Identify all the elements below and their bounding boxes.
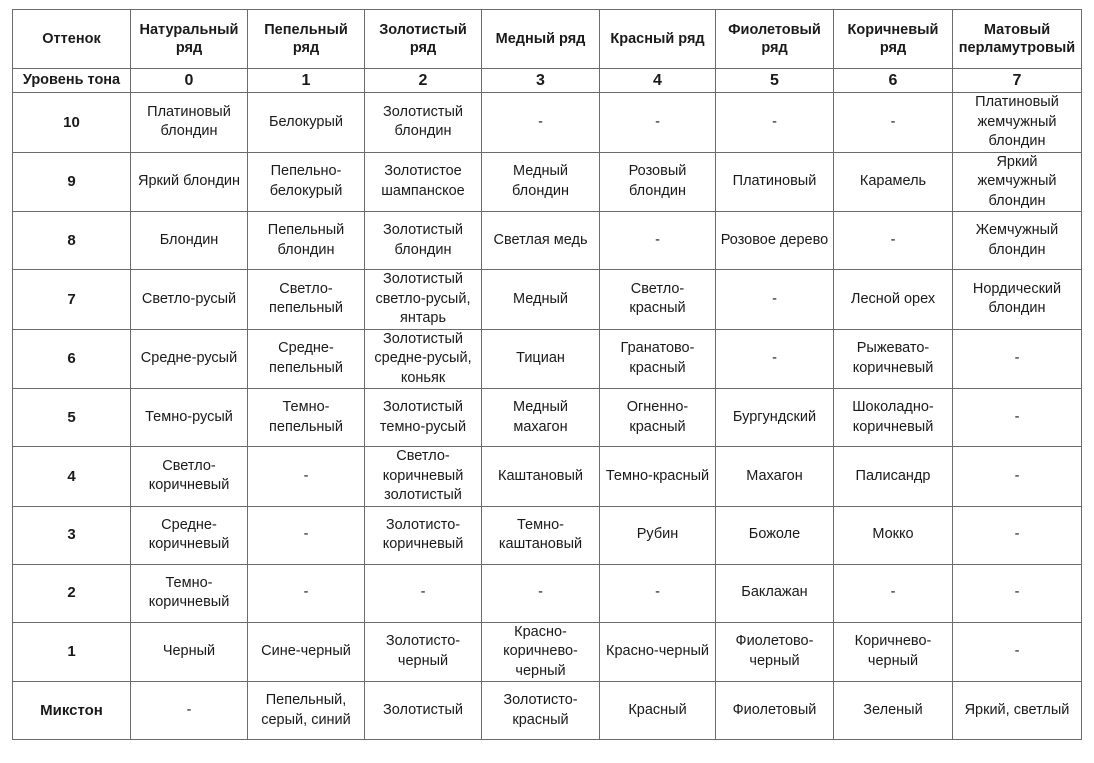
table-cell: Золотисто-черный	[365, 622, 482, 682]
row-label: 7	[13, 270, 131, 330]
table-cell: Золотисто-красный	[482, 682, 600, 740]
column-header: Золотистый ряд	[365, 10, 482, 69]
table-cell: Темно-коричневый	[131, 564, 248, 622]
table-cell: Золотисто-коричневый	[365, 506, 482, 564]
table-cell: Золотистое шампанское	[365, 152, 482, 212]
table-cell: -	[716, 270, 834, 330]
table-cell: -	[834, 93, 953, 153]
row-label: 8	[13, 212, 131, 270]
row-label: 6	[13, 329, 131, 389]
table-cell: Зеленый	[834, 682, 953, 740]
table-cell: -	[131, 682, 248, 740]
table-cell: Бургундский	[716, 389, 834, 447]
tone-level: 7	[953, 69, 1082, 93]
table-cell: -	[953, 564, 1082, 622]
table-cell: -	[834, 212, 953, 270]
row-label: Микстон	[13, 682, 131, 740]
table-cell: Тициан	[482, 329, 600, 389]
table-cell: Сине-черный	[248, 622, 365, 682]
table-cell: Фиолетовый	[716, 682, 834, 740]
table-cell: Красный	[600, 682, 716, 740]
table-cell: Средне-коричневый	[131, 506, 248, 564]
table-cell: Блондин	[131, 212, 248, 270]
table-cell: Красно-черный	[600, 622, 716, 682]
tone-level: 3	[482, 69, 600, 93]
table-cell: -	[365, 564, 482, 622]
tone-level-row	[13, 69, 1082, 93]
corner-header: Оттенок	[13, 10, 131, 69]
column-header: Натуральный ряд	[131, 10, 248, 69]
table-cell: Фиолетово-черный	[716, 622, 834, 682]
table-cell: Платиновый	[716, 152, 834, 212]
table-row	[13, 622, 1082, 682]
table-row	[13, 152, 1082, 212]
table-cell: -	[482, 93, 600, 153]
row-label: 4	[13, 447, 131, 507]
row-label: 2	[13, 564, 131, 622]
table-cell: Красно-коричнево-черный	[482, 622, 600, 682]
table-cell: Медный	[482, 270, 600, 330]
table-cell: Карамель	[834, 152, 953, 212]
table-cell: Светло-коричневый золотистый	[365, 447, 482, 507]
table-cell: -	[248, 506, 365, 564]
table-cell: Гранатово-красный	[600, 329, 716, 389]
table-cell: Черный	[131, 622, 248, 682]
table-cell: Коричнево-черный	[834, 622, 953, 682]
column-header: Пепельный ряд	[248, 10, 365, 69]
table-row	[13, 212, 1082, 270]
table-cell: -	[953, 622, 1082, 682]
tone-level: 1	[248, 69, 365, 93]
table-cell: Мокко	[834, 506, 953, 564]
table-row	[13, 682, 1082, 740]
hair-color-table	[12, 9, 1082, 740]
column-header: Матовый перламутровый	[953, 10, 1082, 69]
row-label: 1	[13, 622, 131, 682]
table-cell: Средне-пепельный	[248, 329, 365, 389]
table-row	[13, 93, 1082, 153]
table-cell: Белокурый	[248, 93, 365, 153]
table-cell: -	[834, 564, 953, 622]
table-cell: Светло-красный	[600, 270, 716, 330]
row-label: 3	[13, 506, 131, 564]
table-cell: -	[716, 329, 834, 389]
table-cell: Светлая медь	[482, 212, 600, 270]
table-cell: Средне-русый	[131, 329, 248, 389]
table-cell: Огненно-красный	[600, 389, 716, 447]
column-header: Коричневый ряд	[834, 10, 953, 69]
table-cell: Светло-коричневый	[131, 447, 248, 507]
table-cell: Яркий, светлый	[953, 682, 1082, 740]
table-cell: Яркий блондин	[131, 152, 248, 212]
table-cell: Темно-пепельный	[248, 389, 365, 447]
tone-level: 4	[600, 69, 716, 93]
table-cell: Золотистый темно-русый	[365, 389, 482, 447]
table-cell: Баклажан	[716, 564, 834, 622]
table-row	[13, 564, 1082, 622]
table-row	[13, 329, 1082, 389]
row-label: 10	[13, 93, 131, 153]
table-cell: Пепельный блондин	[248, 212, 365, 270]
table-cell: -	[600, 564, 716, 622]
table-row	[13, 270, 1082, 330]
row-label: 5	[13, 389, 131, 447]
table-cell: -	[716, 93, 834, 153]
tone-level: 0	[131, 69, 248, 93]
table-cell: Палисандр	[834, 447, 953, 507]
table-cell: Лесной орех	[834, 270, 953, 330]
table-cell: Темно-русый	[131, 389, 248, 447]
table-cell: Шоколадно-коричневый	[834, 389, 953, 447]
table-cell: Пепельно-белокурый	[248, 152, 365, 212]
column-header: Красный ряд	[600, 10, 716, 69]
table-cell: Темно-красный	[600, 447, 716, 507]
tone-level: 6	[834, 69, 953, 93]
table-row	[13, 447, 1082, 507]
column-header: Фиолетовый ряд	[716, 10, 834, 69]
table-cell: Розовый блондин	[600, 152, 716, 212]
table-cell: Золотистый средне-русый, коньяк	[365, 329, 482, 389]
table-cell: Темно-каштановый	[482, 506, 600, 564]
table-cell: -	[953, 506, 1082, 564]
table-cell: Божоле	[716, 506, 834, 564]
table-cell: -	[953, 329, 1082, 389]
table-cell: Медный махагон	[482, 389, 600, 447]
table-cell: Нордический блондин	[953, 270, 1082, 330]
tone-level: 2	[365, 69, 482, 93]
table-cell: -	[248, 447, 365, 507]
table-cell: Розовое дерево	[716, 212, 834, 270]
header-row	[13, 10, 1082, 69]
table-cell: Платиновый блондин	[131, 93, 248, 153]
tone-level-label: Уровень тона	[13, 69, 131, 93]
table-cell: Светло-пепельный	[248, 270, 365, 330]
table-cell: -	[482, 564, 600, 622]
tone-level: 5	[716, 69, 834, 93]
row-label: 9	[13, 152, 131, 212]
table-cell: -	[248, 564, 365, 622]
table-cell: Рыжевато-коричневый	[834, 329, 953, 389]
table-cell: Махагон	[716, 447, 834, 507]
table-cell: -	[953, 447, 1082, 507]
table-cell: Платиновый жемчужный блондин	[953, 93, 1082, 153]
table-cell: Золотистый блондин	[365, 212, 482, 270]
table-cell: Золотистый	[365, 682, 482, 740]
table-cell: Каштановый	[482, 447, 600, 507]
column-header: Медный ряд	[482, 10, 600, 69]
table-cell: -	[953, 389, 1082, 447]
table-cell: Светло-русый	[131, 270, 248, 330]
table-cell: Рубин	[600, 506, 716, 564]
table-cell: Пепельный, серый, синий	[248, 682, 365, 740]
table-row	[13, 389, 1082, 447]
table-cell: Золотистый светло-русый, янтарь	[365, 270, 482, 330]
table-cell: Яркий жемчужный блондин	[953, 152, 1082, 212]
table-cell: Жемчужный блондин	[953, 212, 1082, 270]
table-cell: Золотистый блондин	[365, 93, 482, 153]
table-cell: -	[600, 93, 716, 153]
table-cell: Медный блондин	[482, 152, 600, 212]
table-row	[13, 506, 1082, 564]
table-cell: -	[600, 212, 716, 270]
